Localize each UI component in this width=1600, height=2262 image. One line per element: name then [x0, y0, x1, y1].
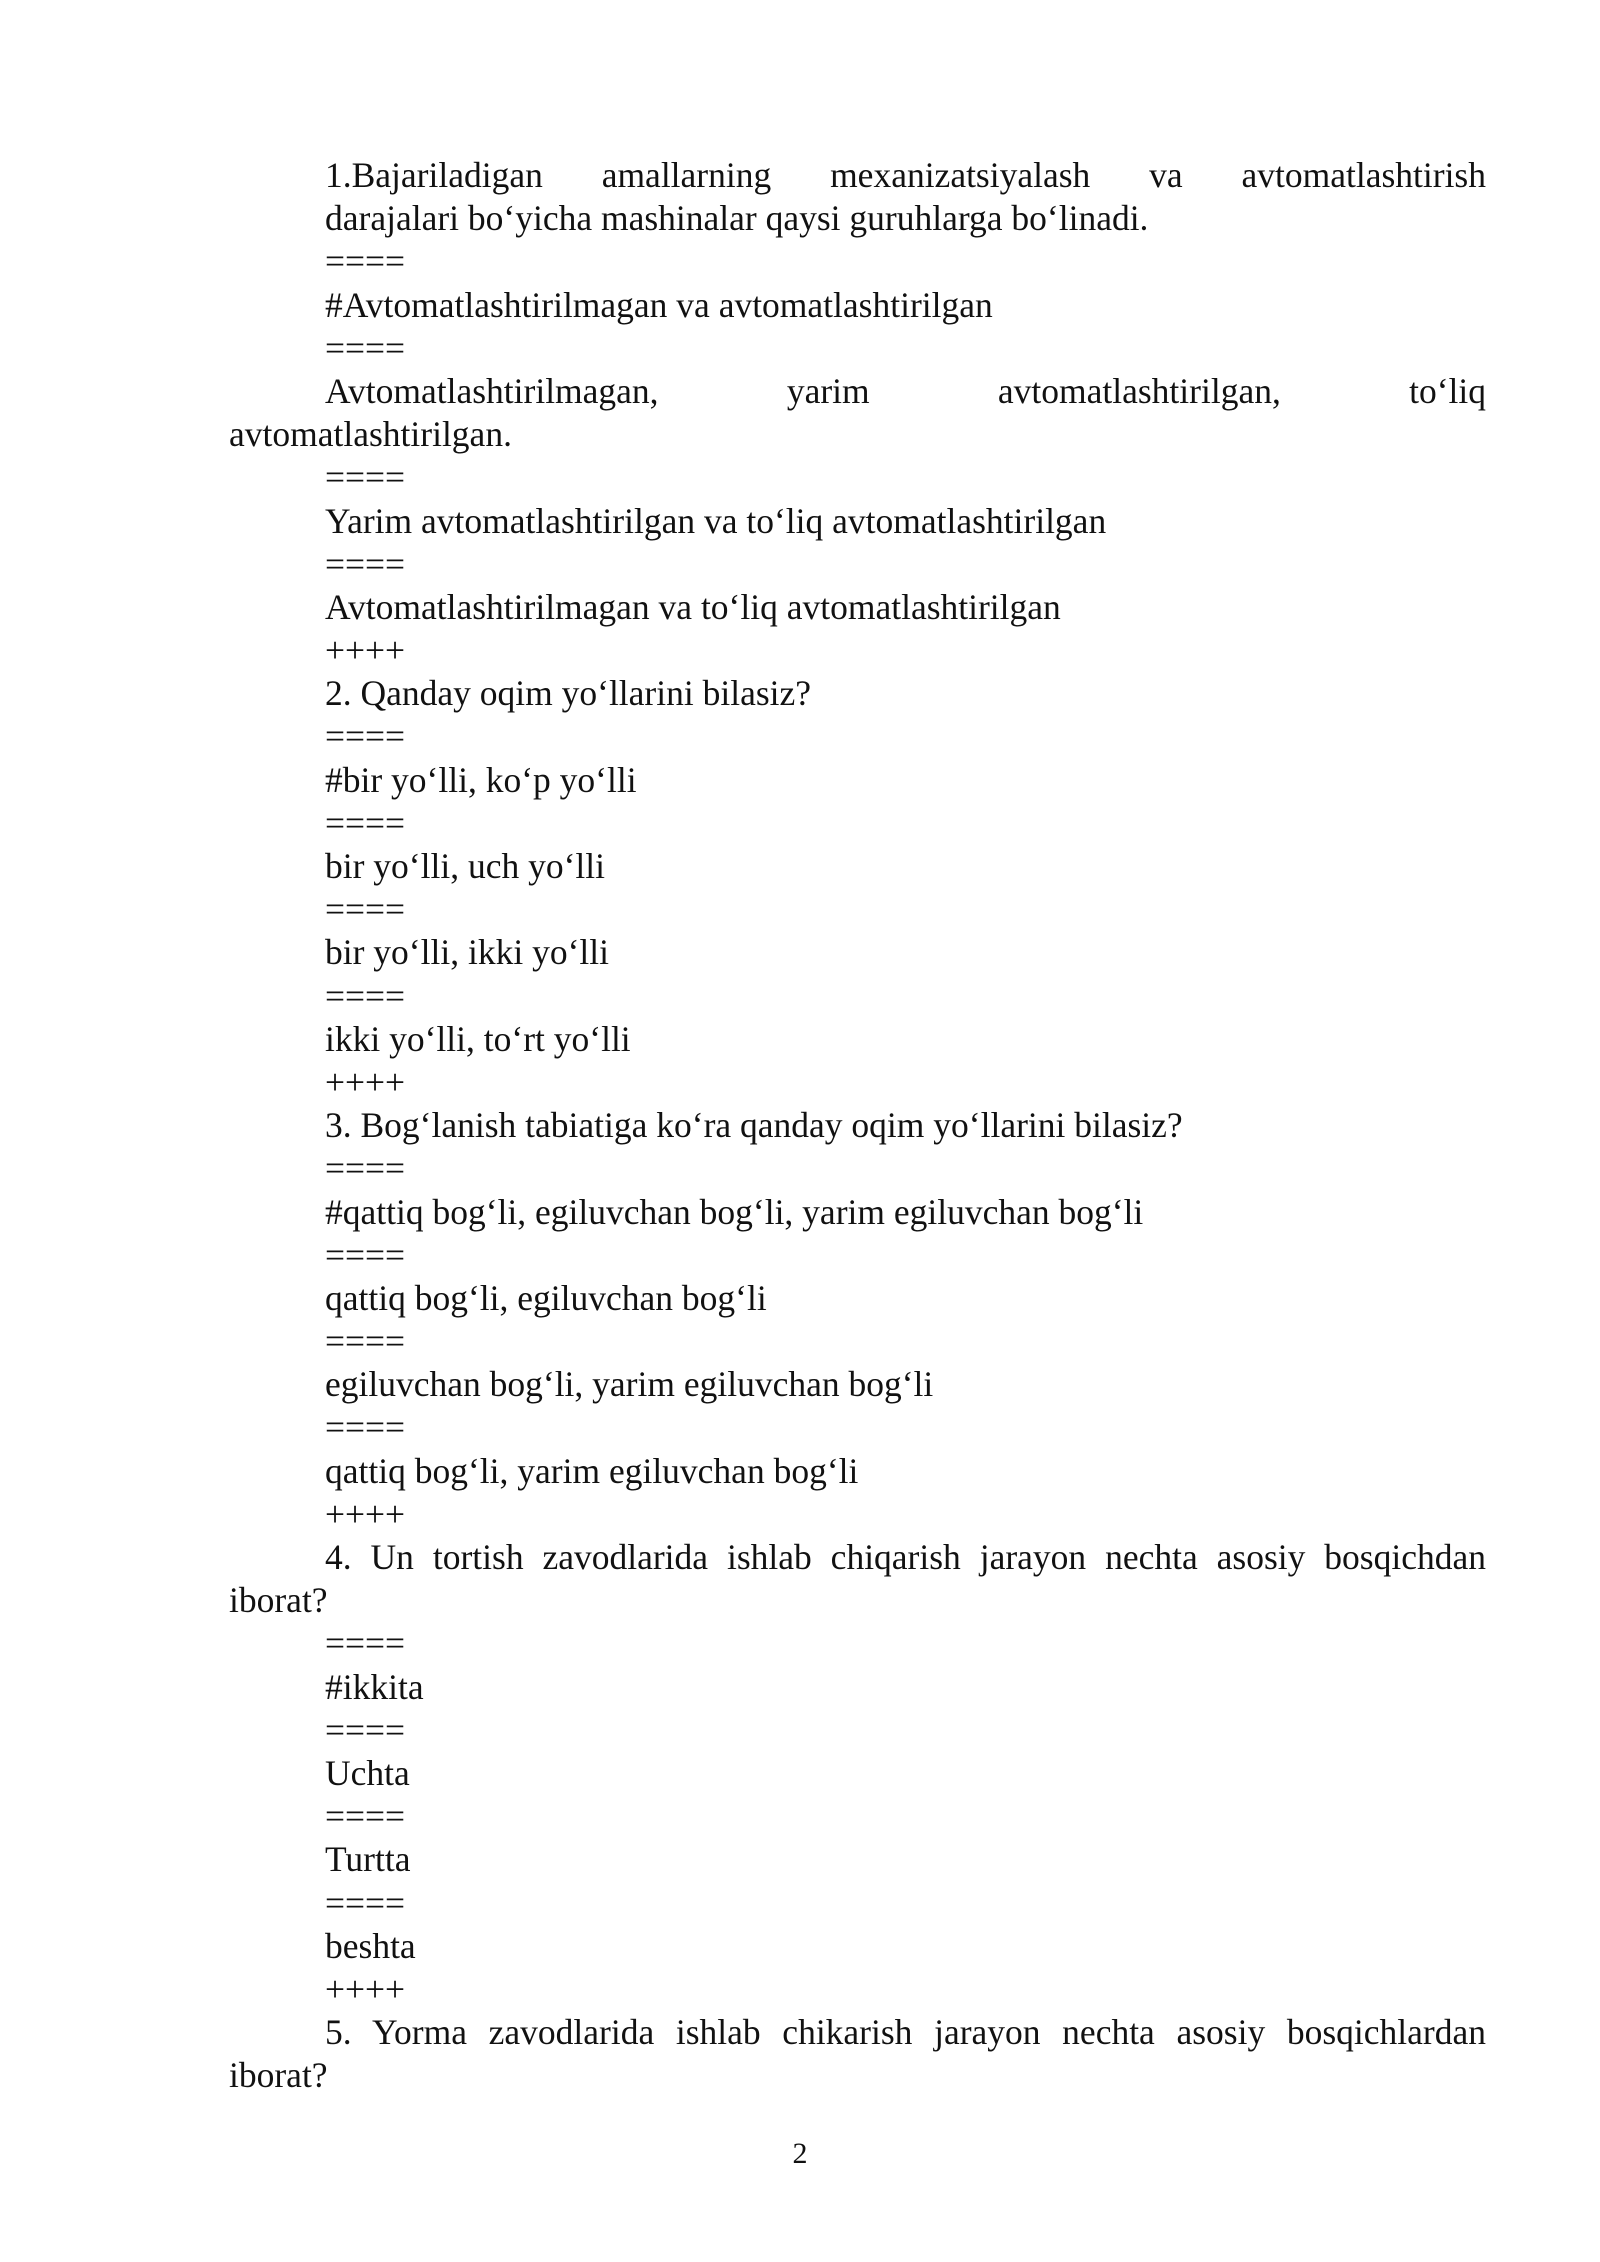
answer-option: qattiq bog‘li, egiluvchan bog‘li [325, 1277, 767, 1318]
correct-answer: #Avtomatlashtirilmagan va avtomatlashtirilgan [325, 284, 993, 325]
separator-line: ==== [325, 1234, 406, 1275]
correct-answer: #bir yo‘lli, ko‘p yo‘lli [325, 759, 637, 800]
question-text: 2. Qanday oqim yo‘llarini bilasiz? [325, 673, 812, 714]
separator-line: ==== [325, 327, 406, 368]
question-end-marker: ++++ [325, 1493, 406, 1534]
separator-line: ==== [325, 975, 406, 1016]
answer-option: ikki yo‘lli, to‘rt yo‘lli [325, 1018, 631, 1059]
answer-option: avtomatlashtirilgan. [229, 414, 512, 455]
answer-option: iborat? [229, 1580, 328, 1621]
separator-line: ==== [325, 802, 406, 843]
separator-line: ==== [325, 1709, 406, 1750]
answer-option: egiluvchan bog‘li, yarim egiluvchan bog‘li [325, 1364, 934, 1405]
separator-line: ==== [325, 716, 406, 757]
question-text: 3. Bog‘lanish tabiatiga ko‘ra qanday oqim yo‘llarini bilasiz? [325, 1105, 1183, 1146]
separator-line: ==== [325, 889, 406, 930]
answer-option: bir yo‘lli, ikki yo‘lli [325, 932, 609, 973]
answer-option: beshta [325, 1925, 416, 1966]
answer-option: qattiq bog‘li, yarim egiluvchan bog‘li [325, 1450, 859, 1491]
answer-option: iborat? [229, 2055, 328, 2096]
separator-line: ==== [325, 1148, 406, 1189]
separator-line: ==== [325, 1321, 406, 1362]
answer-option: Yarim avtomatlashtirilgan va to‘liq avtomatlashtirilgan [325, 500, 1107, 541]
correct-answer: #ikkita [325, 1666, 424, 1707]
document-body [229, 154, 1486, 2097]
question-text: 4. Un tortish zavodlarida ishlab chiqarish jarayon nechta asosiy bosqichdan [325, 1537, 1486, 1577]
answer-option: Avtomatlashtirilmagan, yarim avtomatlashtirilgan, to‘liq [325, 370, 1486, 411]
answer-option: darajalari bo‘yicha mashinalar qaysi guruhlarga bo‘linadi. [325, 198, 1149, 239]
separator-line: ==== [325, 1623, 406, 1664]
separator-line: ==== [325, 1407, 406, 1448]
question-text: 1.Bajariladigan amallarning mexanizatsiyalash va avtomatlashtirish [325, 155, 1486, 195]
separator-line: ==== [325, 1796, 406, 1837]
page-number: 2 [792, 2137, 808, 2170]
answer-option: Uchta [325, 1752, 410, 1793]
question-end-marker: ++++ [325, 1968, 406, 2009]
question-text: 5. Yorma zavodlarida ishlab chikarish jarayon nechta asosiy bosqichlardan [325, 2012, 1486, 2053]
correct-answer: #qattiq bog‘li, egiluvchan bog‘li, yarim egiluvchan bog‘li [325, 1191, 1144, 1232]
question-end-marker: ++++ [325, 630, 406, 671]
answer-option: Turtta [325, 1839, 411, 1880]
separator-line: ==== [325, 457, 406, 498]
answer-option: bir yo‘lli, uch yo‘lli [325, 846, 606, 886]
answer-option: Avtomatlashtirilmagan va to‘liq avtomatlashtirilgan [325, 586, 1061, 627]
separator-line: ==== [325, 241, 406, 282]
separator-line: ==== [325, 543, 406, 584]
question-end-marker: ++++ [325, 1061, 406, 1102]
separator-line: ==== [325, 1882, 406, 1923]
